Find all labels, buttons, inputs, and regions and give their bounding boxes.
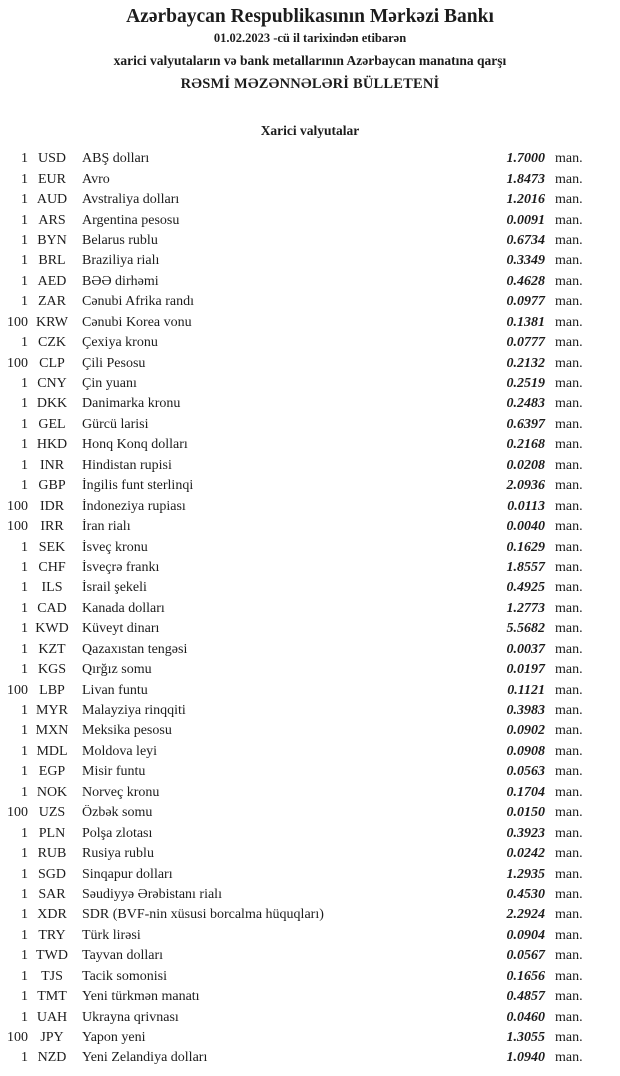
currency-name: BƏƏ dirhəmi [82, 273, 159, 289]
rate-row [0, 537, 620, 557]
currency-name: İsveçrə frankı [82, 559, 160, 575]
rate-value: 0.3349 [506, 253, 545, 269]
rate-unit: man. [555, 621, 583, 637]
currency-name: Çili Pesosu [82, 355, 146, 371]
rate-value: 0.2519 [506, 376, 545, 392]
rate-value: 0.0150 [506, 805, 545, 821]
currency-code: EUR [38, 171, 66, 187]
rate-row [0, 292, 620, 312]
rate-quantity: 1 [21, 886, 28, 902]
currency-name: Yeni türkmən manatı [82, 989, 200, 1005]
rate-value: 5.5682 [506, 621, 545, 637]
rate-quantity: 100 [7, 498, 28, 514]
rate-quantity: 1 [21, 825, 28, 841]
rate-quantity: 1 [21, 151, 28, 167]
rate-value: 0.2168 [506, 437, 545, 453]
rate-value: 0.4857 [506, 989, 545, 1005]
rate-row [0, 374, 620, 394]
rate-quantity: 1 [21, 171, 28, 187]
currency-name: Malayziya rinqqiti [82, 703, 186, 719]
rate-value: 0.1381 [506, 314, 545, 330]
rate-value: 0.0902 [506, 723, 545, 739]
rate-row [0, 169, 620, 189]
rate-unit: man. [555, 192, 583, 208]
rate-row [0, 742, 620, 762]
rate-value: 0.0040 [506, 519, 545, 535]
currency-name: Avstraliya dolları [82, 192, 180, 208]
currency-name: Yeni Zelandiya dolları [82, 1050, 208, 1066]
rate-unit: man. [555, 927, 583, 943]
rate-value: 0.0113 [507, 498, 545, 514]
currency-name: Polşa zlotası [82, 825, 153, 841]
rate-quantity: 1 [21, 968, 28, 984]
rate-value: 0.0208 [506, 457, 545, 473]
rate-unit: man. [555, 355, 583, 371]
currency-code: GEL [38, 416, 66, 432]
rate-quantity: 1 [21, 927, 28, 943]
currency-code: CLP [39, 355, 65, 371]
currency-code: IRR [40, 519, 64, 535]
rate-value: 0.3923 [506, 825, 545, 841]
currency-name: SDR (BVF-nin xüsusi borcalma hüquqları) [82, 907, 324, 923]
rate-value: 0.0904 [506, 927, 545, 943]
rate-value: 0.6397 [506, 416, 545, 432]
currency-name: Rusiya rublu [82, 846, 154, 862]
currency-name: Kanada dolları [82, 600, 165, 616]
rate-quantity: 1 [21, 662, 28, 678]
currency-code: CAD [37, 600, 67, 616]
currency-name: Qazaxıstan tengəsi [82, 641, 188, 657]
currency-name: Cənubi Korea vonu [82, 314, 192, 330]
currency-code: UZS [38, 805, 66, 821]
currency-name: Avro [82, 171, 110, 187]
rate-quantity: 1 [21, 376, 28, 392]
currency-code: GBP [38, 478, 66, 494]
rate-unit: man. [555, 641, 583, 657]
rate-unit: man. [555, 580, 583, 596]
rate-quantity: 1 [21, 559, 28, 575]
currency-name: Özbək somu [82, 805, 153, 821]
rate-row [0, 803, 620, 823]
rate-quantity: 1 [21, 478, 28, 494]
currency-code: MDL [36, 743, 68, 759]
rate-unit: man. [555, 212, 583, 228]
rate-unit: man. [555, 989, 583, 1005]
rate-row [0, 905, 620, 925]
rate-row [0, 599, 620, 619]
rate-row [0, 1028, 620, 1048]
currency-name: ABŞ dolları [82, 151, 150, 167]
currency-code: TJS [41, 968, 63, 984]
rate-quantity: 100 [7, 682, 28, 698]
rate-quantity: 1 [21, 273, 28, 289]
rate-unit: man. [555, 171, 583, 187]
rate-unit: man. [555, 682, 583, 698]
currency-name: Türk lirəsi [82, 927, 141, 943]
currency-code: CHF [38, 559, 66, 575]
rate-row [0, 885, 620, 905]
currency-name: Sinqapur dolları [82, 866, 173, 882]
rate-row [0, 456, 620, 476]
currency-code: INR [39, 457, 65, 473]
currency-code: USD [37, 151, 66, 167]
currency-name: Ukrayna qrivnası [82, 1009, 179, 1025]
rate-unit: man. [555, 703, 583, 719]
rate-row [0, 415, 620, 435]
currency-code: AUD [36, 192, 68, 208]
rate-value: 0.0977 [506, 294, 545, 310]
rate-row [0, 435, 620, 455]
rate-quantity: 100 [7, 355, 28, 371]
rate-unit: man. [555, 723, 583, 739]
rate-row [0, 762, 620, 782]
currency-code: IDR [39, 498, 65, 514]
rate-quantity: 1 [21, 232, 28, 248]
currency-name: İngilis funt sterlinqi [82, 478, 194, 494]
currency-code: LBP [39, 682, 65, 698]
rate-row [0, 967, 620, 987]
rate-quantity: 1 [21, 457, 28, 473]
rate-row [0, 272, 620, 292]
rate-unit: man. [555, 232, 583, 248]
rate-value: 2.2924 [506, 907, 545, 923]
currency-code: BRL [38, 253, 66, 269]
rate-unit: man. [555, 743, 583, 759]
currency-code: RUB [37, 846, 67, 862]
rate-quantity: 1 [21, 743, 28, 759]
currency-name: Tayvan dolları [82, 948, 164, 964]
rate-quantity: 1 [21, 641, 28, 657]
rate-row [0, 149, 620, 169]
currency-name: Yapon yeni [82, 1030, 146, 1046]
rate-quantity: 1 [21, 600, 28, 616]
currency-code: KGS [37, 662, 66, 678]
rate-value: 0.4925 [506, 580, 545, 596]
rate-value: 0.4628 [506, 273, 545, 289]
rate-row [0, 926, 620, 946]
currency-name: Cənubi Afrika randı [82, 294, 194, 310]
rate-row [0, 190, 620, 210]
rate-row [0, 701, 620, 721]
rate-quantity: 1 [21, 396, 28, 412]
rate-row [0, 987, 620, 1007]
currency-name: Səudiyyə Ərəbistanı rialı [82, 886, 222, 902]
currency-name: Misir funtu [82, 764, 146, 780]
currency-code: TRY [38, 927, 66, 943]
rate-quantity: 1 [21, 253, 28, 269]
rate-value: 1.8473 [506, 171, 545, 187]
rate-row [0, 578, 620, 598]
rate-unit: man. [555, 825, 583, 841]
rate-unit: man. [555, 294, 583, 310]
rate-value: 0.1121 [507, 682, 545, 698]
rate-unit: man. [555, 805, 583, 821]
currency-code: TWD [36, 948, 68, 964]
rate-row [0, 946, 620, 966]
section-title-foreign-currencies: Xarici valyutalar [260, 123, 360, 138]
rate-row [0, 721, 620, 741]
rate-value: 0.0908 [506, 743, 545, 759]
rate-unit: man. [555, 662, 583, 678]
rate-value: 1.2935 [506, 866, 545, 882]
rate-value: 0.0091 [506, 212, 545, 228]
rate-value: 0.0567 [506, 948, 545, 964]
currency-code: SGD [37, 866, 66, 882]
rate-quantity: 1 [21, 784, 28, 800]
currency-name: Çexiya kronu [82, 335, 158, 351]
rate-quantity: 1 [21, 1009, 28, 1025]
rate-value: 0.0563 [506, 764, 545, 780]
rate-unit: man. [555, 519, 583, 535]
rate-unit: man. [555, 866, 583, 882]
currency-name: Tacik somonisi [82, 968, 167, 984]
rate-unit: man. [555, 1009, 583, 1025]
rate-quantity: 1 [21, 907, 28, 923]
currency-name: İsveç kronu [82, 539, 148, 555]
rate-row [0, 210, 620, 230]
currency-code: JPY [40, 1030, 64, 1046]
currency-code: PLN [38, 825, 66, 841]
rate-row [0, 660, 620, 680]
rate-row [0, 394, 620, 414]
rate-row [0, 783, 620, 803]
rate-row [0, 353, 620, 373]
rate-value: 0.3983 [506, 703, 545, 719]
rate-row [0, 558, 620, 578]
rate-value: 1.7000 [506, 151, 545, 167]
rate-quantity: 1 [21, 416, 28, 432]
exchange-rates-table [0, 149, 620, 1069]
rate-unit: man. [555, 457, 583, 473]
rate-unit: man. [555, 498, 583, 514]
currency-code: ARS [38, 212, 66, 228]
currency-code: SEK [38, 539, 66, 555]
rate-value: 0.1629 [506, 539, 545, 555]
currency-name: İran rialı [82, 519, 131, 535]
rate-row [0, 619, 620, 639]
rate-unit: man. [555, 1050, 583, 1066]
rate-unit: man. [555, 376, 583, 392]
rate-value: 1.2016 [506, 192, 545, 208]
rate-value: 0.1656 [506, 968, 545, 984]
rate-quantity: 1 [21, 846, 28, 862]
rate-row [0, 680, 620, 700]
rate-row [0, 823, 620, 843]
rate-value: 0.0777 [506, 335, 545, 351]
currency-name: Danimarka kronu [82, 396, 181, 412]
effective-date-line: 01.02.2023 -cü il tarixindən etibarən [213, 31, 407, 45]
currency-name: İsrail şekeli [82, 580, 147, 596]
rate-unit: man. [555, 764, 583, 780]
rate-unit: man. [555, 335, 583, 351]
rate-unit: man. [555, 600, 583, 616]
rate-value: 1.2773 [506, 600, 545, 616]
currency-name: Argentina pesosu [82, 212, 180, 228]
rate-unit: man. [555, 253, 583, 269]
currency-name: Gürcü larisi [82, 416, 149, 432]
currency-code: MYR [36, 703, 68, 719]
currency-name: Meksika pesosu [82, 723, 172, 739]
bank-title: Azərbaycan Respublikasının Mərkəzi Bankı [126, 6, 494, 27]
rate-unit: man. [555, 948, 583, 964]
rate-unit: man. [555, 151, 583, 167]
currency-name: İndoneziya rupiası [82, 498, 186, 514]
currency-code: NOK [36, 784, 68, 800]
currency-name: Livan funtu [82, 682, 148, 698]
currency-name: Hindistan rupisi [82, 457, 172, 473]
rate-quantity: 100 [7, 519, 28, 535]
rate-unit: man. [555, 559, 583, 575]
rate-quantity: 1 [21, 212, 28, 228]
rate-row [0, 640, 620, 660]
rate-row [0, 1007, 620, 1027]
rate-row [0, 1048, 620, 1068]
currency-code: KRW [36, 314, 68, 330]
currency-code: ILS [41, 580, 63, 596]
rate-row [0, 231, 620, 251]
rate-value: 0.0460 [506, 1009, 545, 1025]
rate-row [0, 864, 620, 884]
rate-unit: man. [555, 416, 583, 432]
rate-unit: man. [555, 396, 583, 412]
currency-code: KWD [35, 621, 69, 637]
rate-quantity: 1 [21, 335, 28, 351]
rate-quantity: 1 [21, 580, 28, 596]
rate-value: 2.0936 [506, 478, 545, 494]
rate-row [0, 251, 620, 271]
rate-quantity: 1 [21, 764, 28, 780]
currency-code: EGP [38, 764, 66, 780]
rate-row [0, 476, 620, 496]
subject-line: xarici valyutaların və bank metallarının Azərbaycan manatına qarşı [113, 53, 507, 68]
rate-quantity: 1 [21, 621, 28, 637]
rate-quantity: 1 [21, 1050, 28, 1066]
rate-unit: man. [555, 968, 583, 984]
currency-code: XDR [37, 907, 67, 923]
rate-value: 0.2483 [506, 396, 545, 412]
rate-row [0, 496, 620, 516]
rate-value: 0.6734 [506, 232, 545, 248]
rate-quantity: 1 [21, 948, 28, 964]
rate-row [0, 313, 620, 333]
rate-value: 0.2132 [506, 355, 545, 371]
rate-unit: man. [555, 539, 583, 555]
currency-name: Moldova leyi [82, 743, 158, 759]
currency-code: TMT [37, 989, 67, 1005]
currency-code: SAR [38, 886, 66, 902]
currency-code: CZK [38, 335, 66, 351]
currency-code: KZT [38, 641, 66, 657]
rate-value: 0.1704 [506, 784, 545, 800]
currency-code: NZD [37, 1050, 67, 1066]
rate-unit: man. [555, 273, 583, 289]
rate-quantity: 1 [21, 294, 28, 310]
rate-unit: man. [555, 886, 583, 902]
rate-quantity: 1 [21, 437, 28, 453]
currency-name: Küveyt dinarı [82, 621, 160, 637]
rate-quantity: 1 [21, 703, 28, 719]
currency-name: Norveç kronu [82, 784, 160, 800]
rate-unit: man. [555, 437, 583, 453]
rate-row [0, 844, 620, 864]
rate-quantity: 1 [21, 989, 28, 1005]
bulletin-title: RƏSMİ MƏZƏNNƏLƏRİ BÜLLETENİ [180, 76, 440, 92]
currency-name: Belarus rublu [82, 232, 158, 248]
currency-code: UAH [36, 1009, 68, 1025]
currency-name: Qırğız somu [82, 662, 152, 678]
currency-code: AED [37, 273, 67, 289]
rate-value: 0.0197 [506, 662, 545, 678]
currency-code: BYN [37, 232, 67, 248]
rate-value: 0.0037 [506, 641, 545, 657]
rate-row [0, 333, 620, 353]
rate-unit: man. [555, 1030, 583, 1046]
rate-quantity: 1 [21, 723, 28, 739]
currency-code: DKK [36, 396, 68, 412]
rate-quantity: 100 [7, 1030, 28, 1046]
rate-value: 1.0940 [506, 1050, 545, 1066]
rate-value: 0.4530 [506, 886, 545, 902]
rate-unit: man. [555, 784, 583, 800]
currency-name: Honq Konq dolları [82, 437, 188, 453]
currency-code: CNY [37, 376, 67, 392]
rate-quantity: 1 [21, 192, 28, 208]
rate-value: 0.0242 [506, 846, 545, 862]
currency-code: ZAR [38, 294, 66, 310]
rate-quantity: 1 [21, 866, 28, 882]
rate-row [0, 517, 620, 537]
rate-unit: man. [555, 846, 583, 862]
currency-code: HKD [36, 437, 68, 453]
currency-code: MXN [35, 723, 69, 739]
rate-value: 1.3055 [506, 1030, 545, 1046]
rate-unit: man. [555, 478, 583, 494]
rate-value: 1.8557 [506, 559, 545, 575]
rate-unit: man. [555, 907, 583, 923]
rate-quantity: 100 [7, 314, 28, 330]
currency-name: Çin yuanı [82, 376, 137, 392]
currency-name: Braziliya rialı [82, 253, 160, 269]
rate-unit: man. [555, 314, 583, 330]
rate-quantity: 100 [7, 805, 28, 821]
rate-quantity: 1 [21, 539, 28, 555]
